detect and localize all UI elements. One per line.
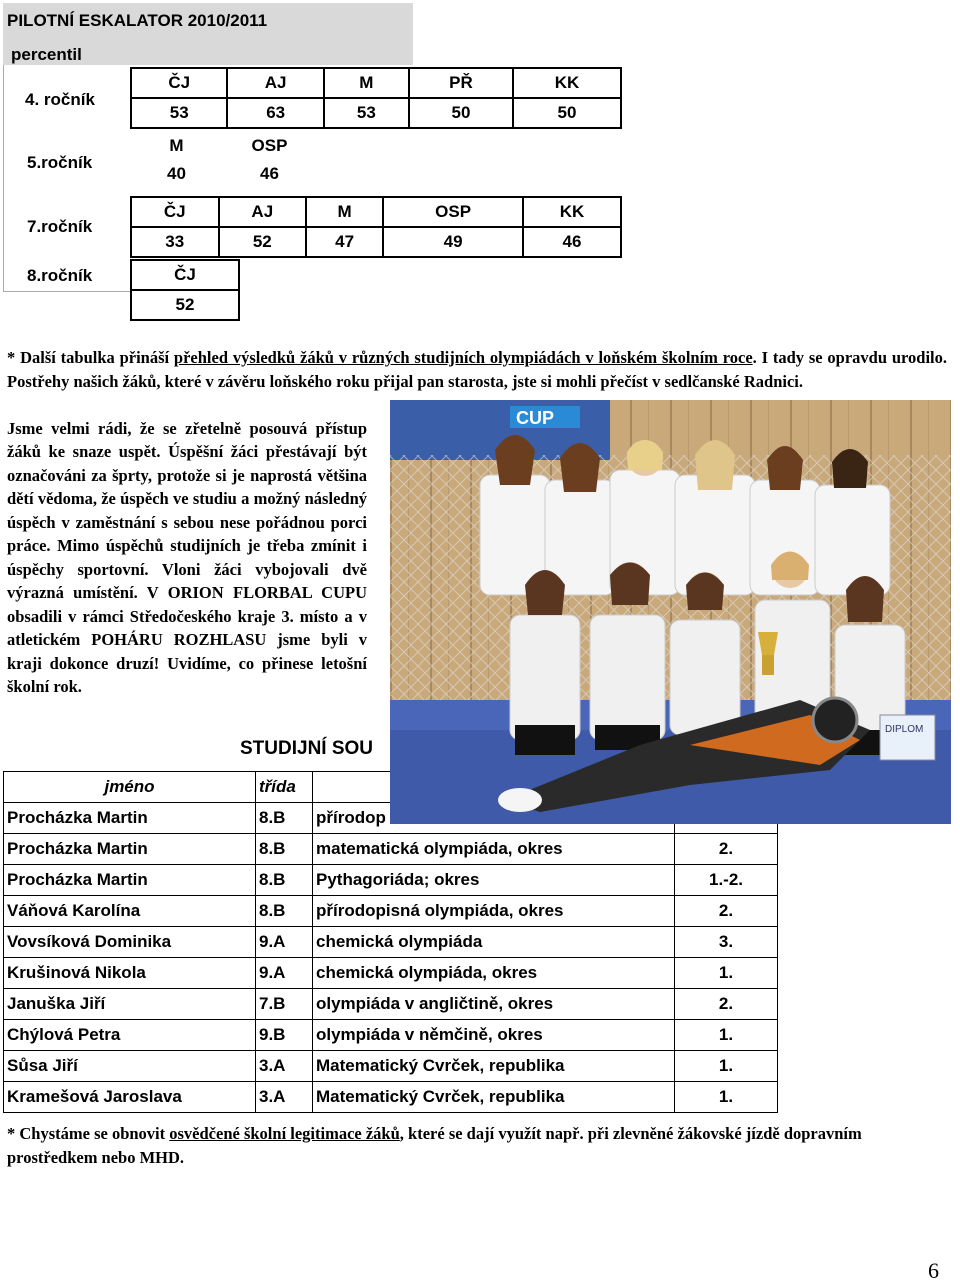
intro-text-end: . I tady se opravdu urodilo. Postřehy našich žáků, které v závěru loňského roku přijal pan starosta, jste si mohli přečíst v sedlčanské Radnici. xyxy=(7,348,947,391)
score-cell: 52 xyxy=(219,227,307,257)
score-cell: 46 xyxy=(260,164,279,183)
cell-competition: chemická olympiáda xyxy=(313,927,675,958)
cell-name: Procházka Martin xyxy=(4,834,256,865)
score-cell: 52 xyxy=(131,290,239,320)
header-name: jméno xyxy=(4,772,256,803)
cell-competition: přírodop xyxy=(313,803,675,834)
cell-place: 1. xyxy=(675,1051,778,1082)
results-title: STUDIJNÍ SOU xyxy=(240,738,374,759)
subject-cell: M xyxy=(169,136,184,155)
score-cell: 63 xyxy=(227,98,323,128)
cell-place: 1.-2. xyxy=(675,865,778,896)
sports-paragraph-text: Jsme velmi rádi, že se zřetelně posouvá přístup žáků ke snaze uspět. Úspěšní žáci přestávají být označováni za šprty, protože si je naprostá většina dětí vědoma, že úspěch ve studiu a možný následný úspěch v zaměstnání s sebou nese pořádnou porci práce. Mimo úspěchů studijních je třeba zmínit i úspěchy sportovní. Vloni žáci vybojovali dvě výrazná umístění. V ORION FLORBAL CUPU obsadili v rámci Středočeského kraje 3. místo a v atletickém POHÁRU ROZHLASU jsme byli v kraji dokonce druzí! Uvidíme, co přinese letošní školní rok. xyxy=(7,418,367,696)
cell-class: 9.A xyxy=(256,927,313,958)
cell-competition: olympiáda v němčině, okres xyxy=(313,1020,675,1051)
subject-cell: ČJ xyxy=(131,197,219,227)
cell-place: 2. xyxy=(675,989,778,1020)
subject-cell: PŘ xyxy=(409,68,513,98)
team-photo xyxy=(390,400,951,824)
cell-class: 8.B xyxy=(256,896,313,927)
cell-name: Váňová Karolína xyxy=(4,896,256,927)
results-overview-link[interactable]: přehled výsledků žáků v různých studijních olympiádách v loňském školním roce xyxy=(173,348,753,367)
subject-cell: OSP xyxy=(251,136,288,155)
grade-label-4: 4. ročník xyxy=(25,90,95,109)
cell-name: Kramešová Jaroslava xyxy=(4,1082,256,1113)
cell-name: Procházka Martin xyxy=(4,803,256,834)
cell-name: Chýlová Petra xyxy=(4,1020,256,1051)
intro-paragraph xyxy=(7,346,947,393)
page-title: PILOTNÍ ESKALATOR 2010/2011 xyxy=(7,11,268,30)
table-row xyxy=(4,1051,778,1082)
cell-class: 9.B xyxy=(256,1020,313,1051)
cell-class: 8.B xyxy=(256,803,313,834)
grade-label-8: 8.ročník xyxy=(27,266,93,285)
cell-class: 8.B xyxy=(256,865,313,896)
cell-competition: Matematický Cvrček, republika xyxy=(313,1051,675,1082)
banner-text: CUP xyxy=(516,408,555,428)
score-cell: 49 xyxy=(383,227,523,257)
table-row xyxy=(4,989,778,1020)
cell-class: 7.B xyxy=(256,989,313,1020)
cell-class: 9.A xyxy=(256,958,313,989)
table-row xyxy=(4,834,778,865)
goalkeeper-helmet xyxy=(813,698,857,742)
cell-name: Januška Jiří xyxy=(4,989,256,1020)
score-cell: 50 xyxy=(409,98,513,128)
cell-competition: chemická olympiáda, okres xyxy=(313,958,675,989)
team-photo-illustration xyxy=(390,400,951,824)
diploma-text: DIPLOM xyxy=(885,724,924,735)
student-id-link[interactable]: osvědčené školní legitimace žáků xyxy=(169,1124,400,1143)
grade-table-8 xyxy=(130,259,240,321)
score-cell: 46 xyxy=(523,227,621,257)
cell-place: 2. xyxy=(675,834,778,865)
subject-cell: KK xyxy=(513,68,621,98)
table-row xyxy=(4,958,778,989)
subject-cell: AJ xyxy=(219,197,307,227)
page-number: 6 xyxy=(928,1258,939,1283)
sports-paragraph xyxy=(7,393,367,699)
score-cell: 40 xyxy=(167,164,186,183)
cell-competition: Matematický Cvrček, republika xyxy=(313,1082,675,1113)
cell-class: 3.A xyxy=(256,1082,313,1113)
grade-table-5 xyxy=(130,132,316,188)
score-cell: 50 xyxy=(513,98,621,128)
outro-text-start: * Chystáme se obnovit xyxy=(7,1124,170,1143)
subject-cell: M xyxy=(324,68,409,98)
table-row xyxy=(4,1020,778,1051)
grade-label-7: 7.ročník xyxy=(27,217,93,236)
grade-table-4 xyxy=(130,67,622,129)
table-row xyxy=(4,865,778,896)
table-row xyxy=(4,896,778,927)
cell-name: Krušinová Nikola xyxy=(4,958,256,989)
subject-cell: AJ xyxy=(227,68,323,98)
cell-place: 1. xyxy=(675,1020,778,1051)
cell-competition: matematická olympiáda, okres xyxy=(313,834,675,865)
grade-table-7 xyxy=(130,196,622,258)
cell-competition: přírodopisná olympiáda, okres xyxy=(313,896,675,927)
subject-cell: OSP xyxy=(383,197,523,227)
score-cell: 53 xyxy=(131,98,227,128)
header-class: třída xyxy=(256,772,313,803)
cell-competition: olympiáda v angličtině, okres xyxy=(313,989,675,1020)
cell-place: 3. xyxy=(675,927,778,958)
score-cell: 33 xyxy=(131,227,219,257)
subject-cell: ČJ xyxy=(131,260,239,290)
cell-class: 8.B xyxy=(256,834,313,865)
grades-border xyxy=(3,65,4,292)
grades-border-bottom xyxy=(3,291,131,292)
intro-text-start: * Další tabulka přináší xyxy=(7,348,174,367)
cell-place: 1. xyxy=(675,1082,778,1113)
table-row xyxy=(4,927,778,958)
cell-place: 2. xyxy=(675,896,778,927)
subject-cell: ČJ xyxy=(131,68,227,98)
outro-paragraph xyxy=(7,1122,952,1169)
cell-class: 3.A xyxy=(256,1051,313,1082)
score-cell: 47 xyxy=(306,227,383,257)
subject-cell: KK xyxy=(523,197,621,227)
cell-competition: Pythagoriáda; okres xyxy=(313,865,675,896)
table-row xyxy=(4,1082,778,1113)
cell-name: Vovsíková Dominika xyxy=(4,927,256,958)
subject-cell: M xyxy=(306,197,383,227)
cell-name: Sůsa Jiří xyxy=(4,1051,256,1082)
outro-text-end: , které se dají využít např. při zlevněné žákovské jízdě dopravním prostředkem nebo MHD. xyxy=(7,1124,862,1167)
cell-place: 1. xyxy=(675,958,778,989)
cell-name: Procházka Martin xyxy=(4,865,256,896)
page-subtitle: percentil xyxy=(11,45,82,64)
grade-label-5: 5.ročník xyxy=(27,153,93,172)
score-cell: 53 xyxy=(324,98,409,128)
